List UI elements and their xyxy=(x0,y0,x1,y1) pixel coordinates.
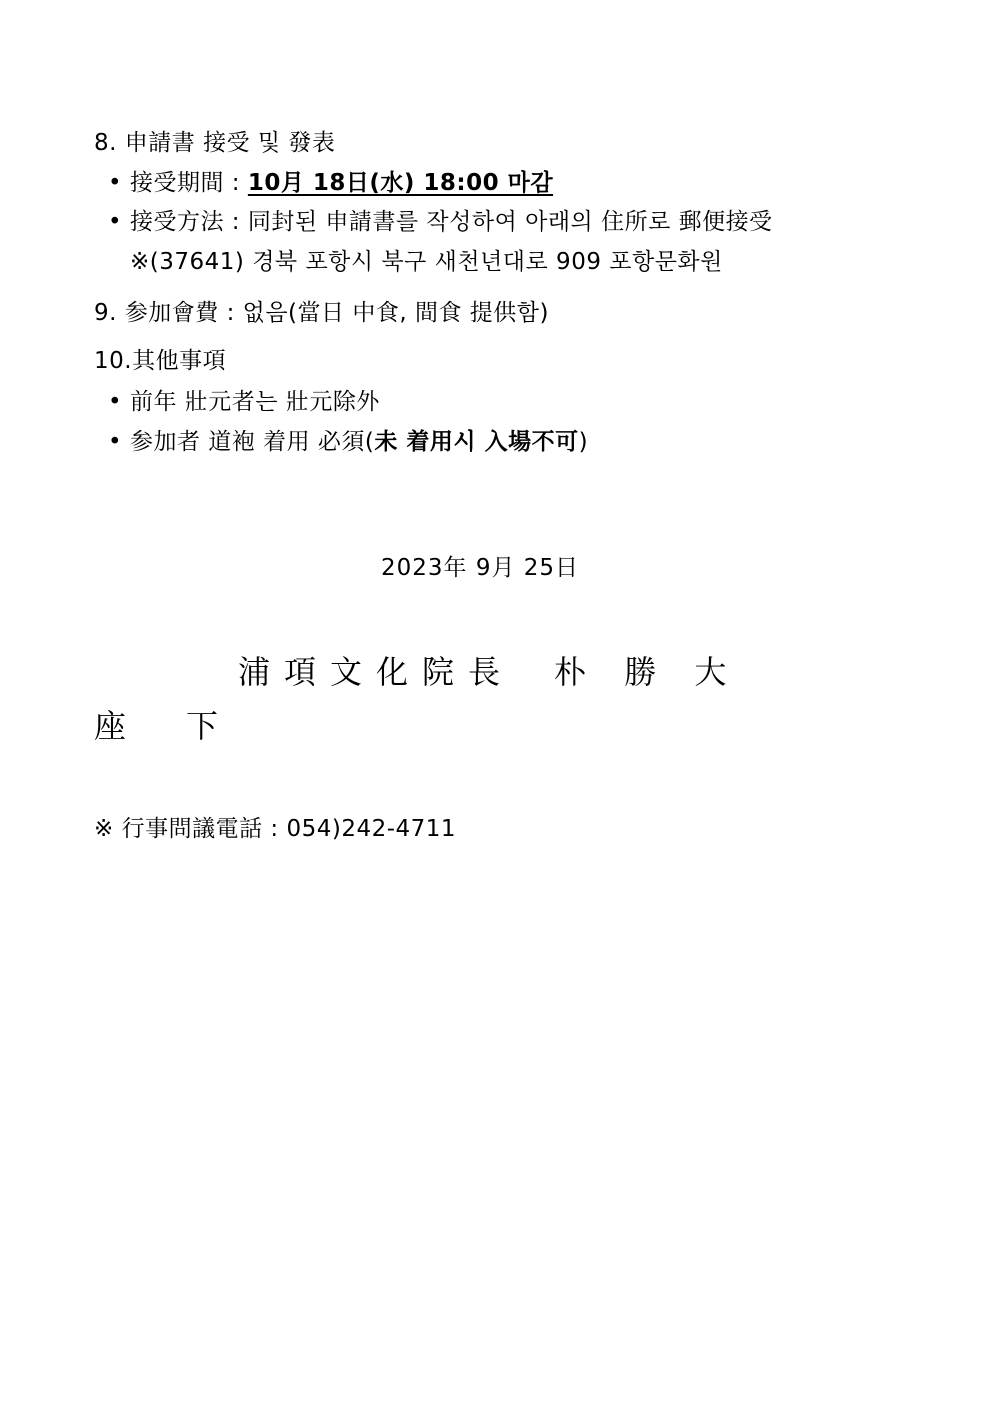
bullet-icon: • xyxy=(108,429,123,455)
director-name: 朴 勝 大 xyxy=(554,653,741,691)
section-10-item-dress-code xyxy=(108,427,588,457)
organization-title: 浦項文化院長 xyxy=(238,653,515,691)
bullet-icon: • xyxy=(108,209,123,235)
bullet-icon: • xyxy=(108,389,123,415)
section-10-item-former-winner xyxy=(108,387,380,417)
seat-addressee: 座下 xyxy=(94,707,279,745)
section-8-item-period xyxy=(108,168,553,198)
dress-code-warning: 未 着用시 入場不可 xyxy=(374,429,579,455)
period-value: 10月 18日(水) 18:00 마감 xyxy=(247,170,554,196)
dress-code-prefix: 参加者 道袍 着用 必須( xyxy=(130,429,375,455)
contact-phone: ※ 行事問議電話 : 054)242-4711 xyxy=(94,816,457,842)
bullet-icon: • xyxy=(108,170,123,196)
signature-line xyxy=(238,652,740,692)
dress-code-suffix: ) xyxy=(578,429,589,455)
issue-date: 2023年 9月 25日 xyxy=(381,555,580,581)
section-8-heading: 8. 申請書 接受 및 發表 xyxy=(94,130,336,156)
method-value: 同封된 申請書를 작성하여 아래의 住所로 郵便接受 xyxy=(247,209,773,235)
section-9-heading: 9. 参加會費 : 없음(當日 中食, 間食 提供함) xyxy=(94,300,549,326)
section-8-item-method xyxy=(108,207,773,237)
former-winner-text: 前年 壯元者는 壯元除外 xyxy=(130,389,380,415)
period-label: 接受期間 : xyxy=(130,170,248,196)
section-8-address: ※(37641) 경북 포항시 북구 새천년대로 909 포항문화원 xyxy=(130,249,723,275)
section-10-heading: 10.其他事項 xyxy=(94,348,227,374)
method-label: 接受方法 : xyxy=(130,209,248,235)
